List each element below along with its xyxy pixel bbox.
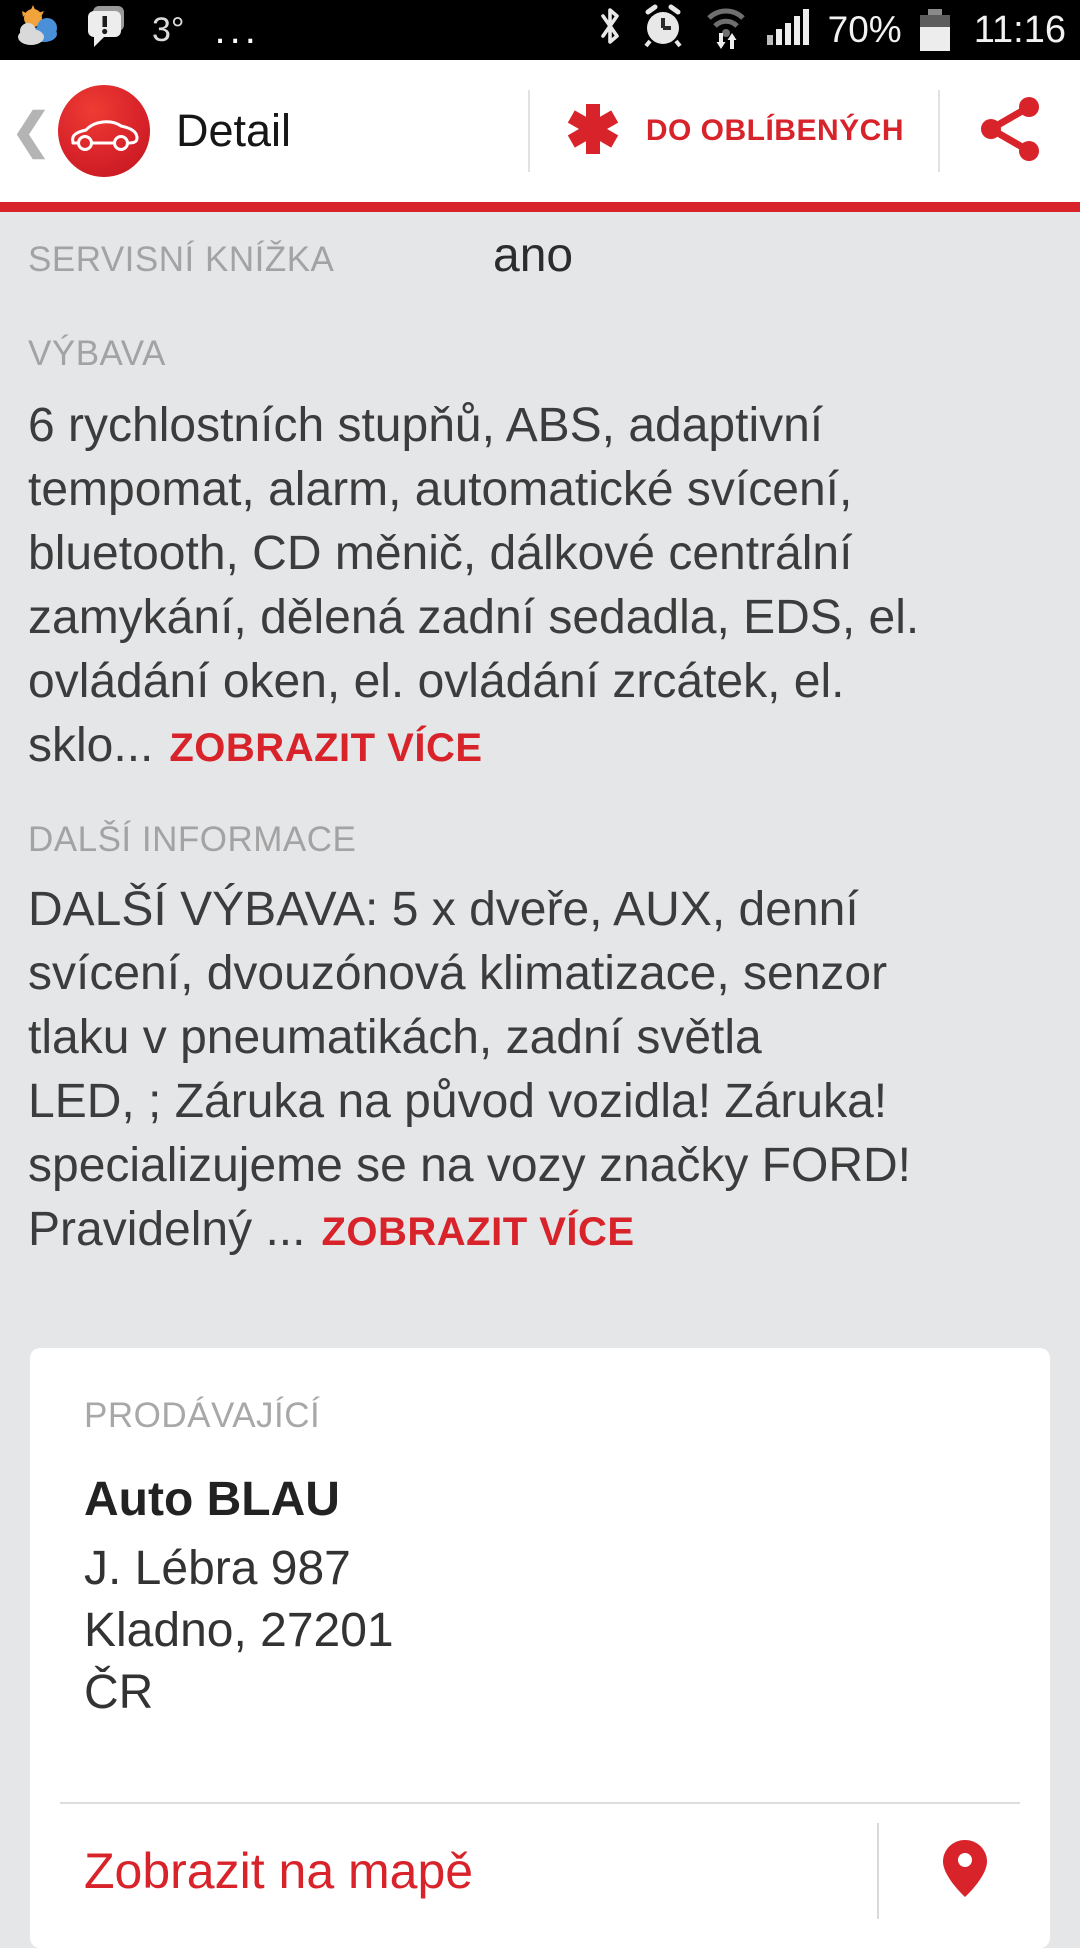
clock-label: 11:16 [973, 8, 1066, 51]
equipment-last-line: sklo... ZOBRAZIT VÍCE [28, 719, 483, 772]
seller-address [84, 1538, 996, 1724]
equipment-section-label: VÝBAVA [28, 334, 166, 373]
favorites-label: DO OBLÍBENÝCH [645, 114, 904, 147]
weather-icon [14, 3, 62, 58]
text-line: zamykání, dělená zadní sedadla, EDS, el. [28, 591, 920, 644]
other-info-last-line: Pravidelný ... ZOBRAZIT VÍCE [28, 1203, 635, 1256]
wifi-arrows-icon [702, 3, 750, 58]
text-line: bluetooth, CD měnič, dálkové centrální [28, 527, 853, 580]
status-bar [0, 0, 1080, 60]
text-line: Kladno, 27201 [84, 1604, 394, 1657]
text-line: ovládání oken, el. ovládání zrcátek, el. [28, 655, 845, 708]
show-more-equipment-link[interactable]: ZOBRAZIT VÍCE [169, 726, 483, 770]
messages-icon [84, 3, 130, 58]
page-title: Detail [176, 105, 292, 156]
other-info-lines [28, 878, 1052, 1198]
add-to-favorites-button[interactable] [530, 100, 938, 163]
other-info-text [28, 878, 1052, 1264]
text-line: tlaku v pneumatikách, zadní světla [28, 1011, 762, 1064]
service-book-row [28, 224, 1052, 286]
battery-percent-label: 70% [827, 9, 902, 50]
more-notifications-indicator: ... [214, 8, 260, 52]
detail-content [0, 212, 1080, 1264]
share-icon [978, 96, 1042, 167]
equipment-text [28, 394, 1052, 780]
other-info-section-label: DALŠÍ INFORMACE [28, 820, 357, 859]
battery-icon [920, 9, 950, 51]
map-pin-button[interactable] [879, 1839, 1050, 1904]
asterisk-icon [564, 100, 622, 163]
equipment-lines [28, 394, 1052, 714]
service-book-label: SERVISNÍ KNÍŽKA [28, 240, 335, 279]
show-on-map-link[interactable]: Zobrazit na mapě [84, 1843, 474, 1899]
service-book-value: ano [493, 229, 574, 282]
back-button[interactable]: ❮ [10, 105, 52, 158]
share-button[interactable] [940, 96, 1080, 167]
text-line: J. Lébra 987 [84, 1542, 351, 1595]
text-line: 6 rychlostních stupňů, ABS, adaptivní [28, 399, 824, 452]
alarm-icon [640, 3, 686, 58]
text-line: svícení, dvouzónová klimatizace, senzor [28, 947, 888, 1000]
text-line: specializujeme se na vozy značky FORD! [28, 1139, 911, 1192]
bluetooth-icon [596, 4, 624, 57]
map-row [30, 1804, 1050, 1938]
text-line: LED, ; Záruka na původ vozidla! Záruka! [28, 1075, 888, 1128]
seller-name: Auto BLAU [84, 1473, 340, 1526]
seller-section-label: PRODÁVAJÍCÍ [84, 1396, 321, 1435]
app-logo-car-icon [58, 85, 150, 177]
map-pin-icon [942, 1839, 988, 1904]
text-line: DALŠÍ VÝBAVA: 5 x dveře, AUX, denní [28, 883, 859, 936]
text-line: tempomat, alarm, automatické svícení, [28, 463, 853, 516]
text-line: ČR [84, 1666, 154, 1719]
seller-card [30, 1348, 1050, 1948]
signal-icon [766, 5, 812, 56]
show-more-other-info-link[interactable]: ZOBRAZIT VÍCE [321, 1210, 635, 1254]
app-header [0, 60, 1080, 202]
header-accent-line [0, 202, 1080, 212]
temperature-label: 3° [152, 10, 185, 49]
